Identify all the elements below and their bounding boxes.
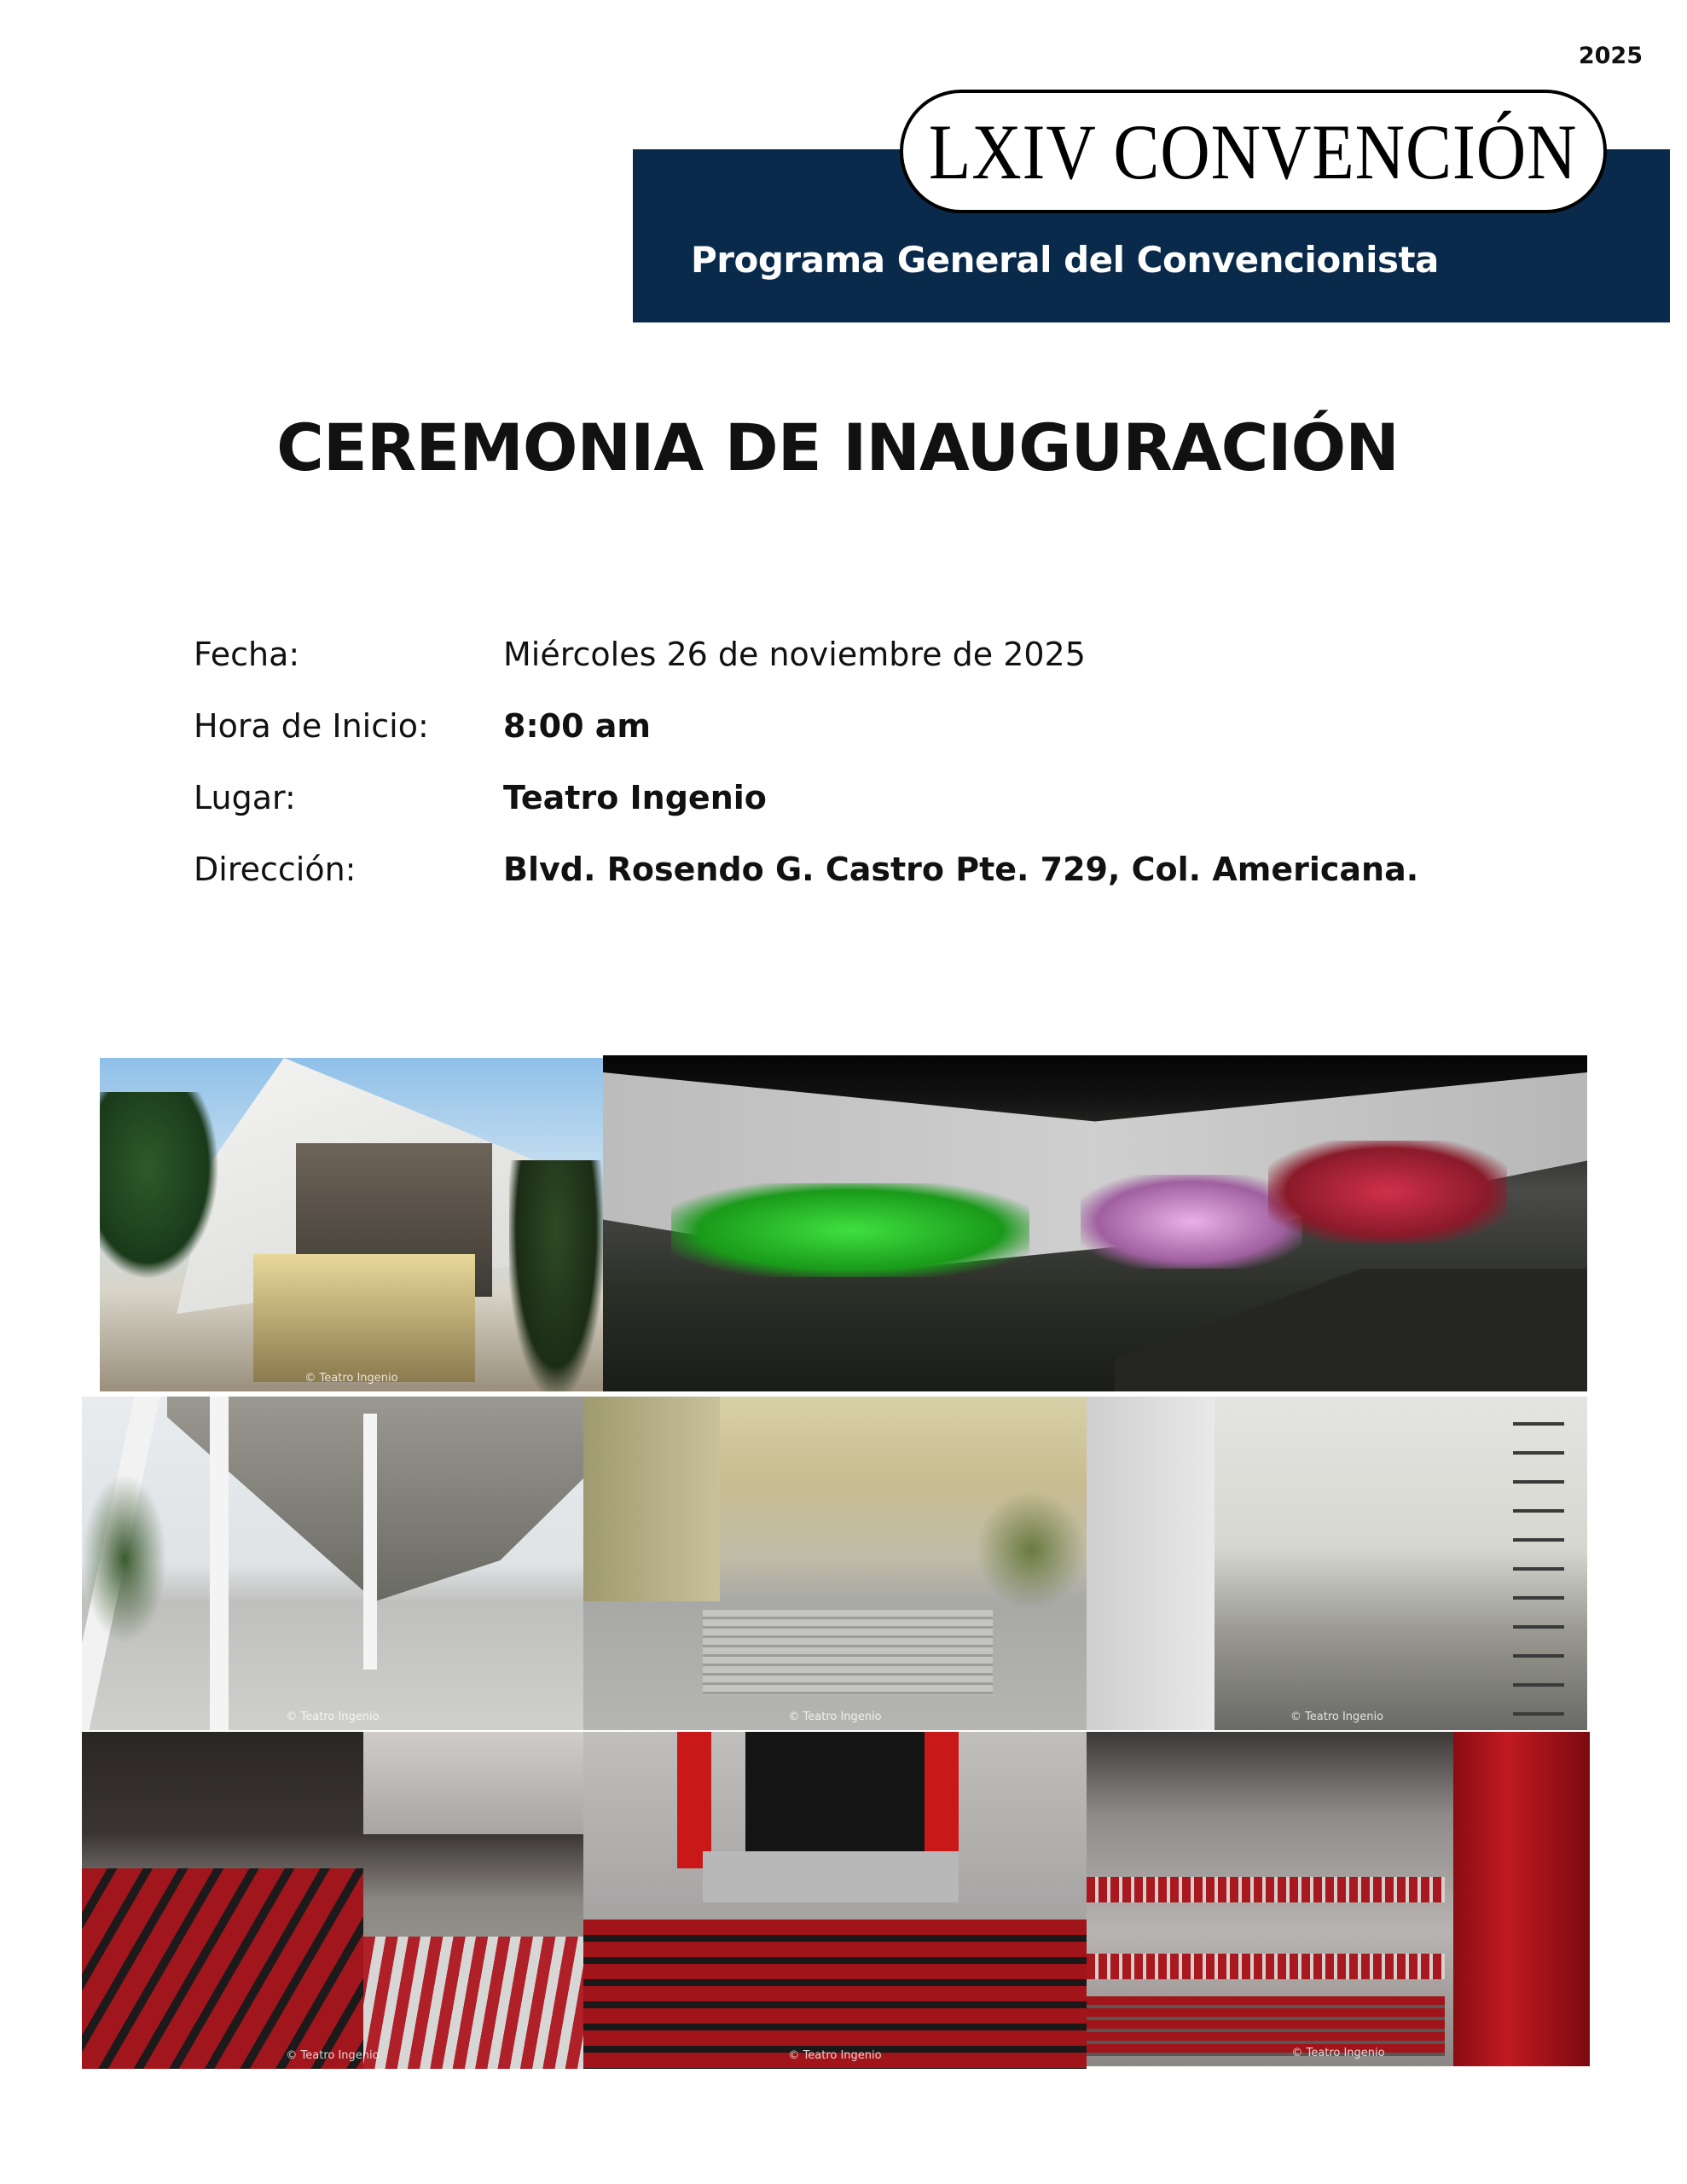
convention-title: LXIV CONVENCIÓN [929, 107, 1578, 195]
photo-entrance-stairs [583, 1397, 1087, 1730]
detail-label: Fecha: [194, 636, 300, 673]
photo-exterior-day [100, 1058, 603, 1391]
photo-stage [583, 1732, 1087, 2069]
convention-badge [900, 90, 1607, 213]
photo-watermark: © Teatro Ingenio [286, 2049, 380, 2062]
detail-value: Miércoles 26 de noviembre de 2025 [503, 636, 1086, 673]
detail-value: Teatro Ingenio [503, 779, 767, 816]
photo-watermark: © Teatro Ingenio [1290, 1711, 1384, 1723]
photo-colonnade [82, 1397, 583, 1730]
photo-auditorium-balconies [1087, 1732, 1590, 2066]
detail-label: Hora de Inicio: [194, 707, 429, 745]
year-label: 2025 [1578, 43, 1643, 69]
photo-lobby-interior [1087, 1397, 1587, 1730]
detail-label: Lugar: [194, 779, 296, 816]
detail-value: Blvd. Rosendo G. Castro Pte. 729, Col. Americana. [503, 851, 1419, 888]
photo-auditorium-side [82, 1732, 583, 2069]
detail-date [194, 636, 1086, 673]
program-subtitle: Programa General del Convencionista [691, 239, 1439, 281]
photo-exterior-night [603, 1055, 1587, 1391]
photo-watermark: © Teatro Ingenio [788, 1711, 882, 1723]
photo-watermark: © Teatro Ingenio [304, 1372, 398, 1385]
detail-place [194, 779, 767, 816]
detail-address [194, 851, 1418, 888]
photo-watermark: © Teatro Ingenio [286, 1711, 380, 1723]
page-title: CEREMONIA DE INAUGURACIÓN [276, 410, 1399, 485]
photo-watermark: © Teatro Ingenio [788, 2049, 882, 2062]
photo-watermark: © Teatro Ingenio [1291, 2047, 1385, 2059]
detail-value: 8:00 am [503, 707, 651, 745]
detail-label: Dirección: [194, 851, 357, 888]
detail-time [194, 707, 651, 745]
